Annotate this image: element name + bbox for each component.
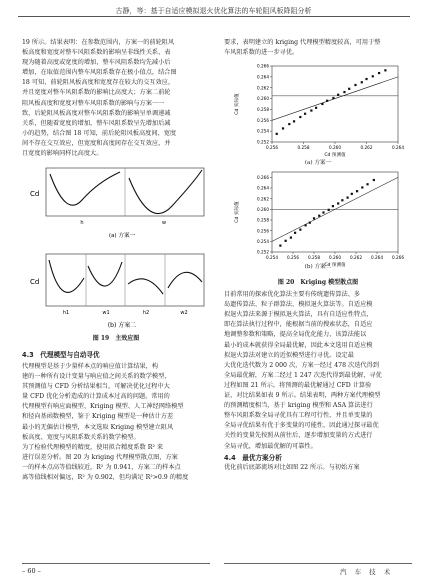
data-point (332, 97, 334, 99)
data-point (288, 123, 290, 125)
x-tick-label: 0.264 (392, 145, 404, 150)
y-tick-label: 0.262 (257, 85, 269, 91)
x-axis-label: Cd 预测值 (324, 153, 346, 158)
text-line: 建的一种所有设计变量与响应值之间关系的数学模型， (22, 373, 171, 381)
text-line: 代理模型是基于少量样本点的响应值计算结果，构 (22, 363, 159, 370)
text-line: 离等值线相对偏远，R² 为 0.902，但均满足 R²>0.9 的精度 (22, 474, 189, 482)
fig19b-ylabel: Cd (30, 278, 40, 286)
section-4-4-heading: 4.4 最优方案分析 (224, 453, 282, 462)
data-point (318, 215, 320, 217)
right-column-paragraph-3 (224, 463, 412, 473)
x-tick-label: 0.254 (266, 255, 278, 260)
text-line: 板高度和宽度对整车风阻系数的影响呈非线性关系，表 (22, 49, 171, 57)
data-point (356, 190, 358, 192)
data-point (310, 109, 312, 111)
data-point (347, 197, 349, 199)
data-point (299, 116, 301, 118)
left-column-paragraph (22, 38, 210, 159)
y-tick-label: 0.258 (257, 107, 269, 113)
running-header: 古静，等：基于自适应模拟退火优化算法的车轮阻风板降阻分析 (115, 7, 312, 15)
y-tick-label: 0.254 (257, 238, 269, 244)
data-point (276, 133, 278, 135)
text-line: 地调整参数和策略，提高全局优化能力，该算法能以 (224, 331, 367, 339)
text-line: 优化前后底部流场对比如图 22 所示。与初始方案 (224, 463, 360, 471)
text-line: 全局最优解，方案二经过 1 247 次迭代得到最优解，寻优 (224, 371, 382, 379)
fig19a-ylabel: Cd (30, 190, 40, 198)
footer-rule-right (224, 563, 412, 564)
data-point (378, 72, 380, 74)
data-point (322, 211, 324, 213)
text-line: 证，对比结果如表 9 所示。结果表明，两种方案代理模型 (224, 392, 381, 400)
text-line: 的预测精度相当，基于 kriging 模型和 ASA 算法进行 (224, 402, 373, 410)
fig20-caption: 图 20 Kriging 模型散点图 (277, 279, 359, 286)
data-point (337, 94, 339, 96)
text-line: 大优化迭代数为 2 000 次，方案一经过 478 次迭代得到 (224, 361, 379, 369)
data-point (361, 81, 363, 83)
left-column (22, 38, 210, 159)
text-line: 关系，但随着宽度的增加，整车风阻系数呈先增加后减 (22, 119, 171, 127)
text-line: 车风阻系数的进一步寻优。 (224, 49, 299, 57)
fig20b-sublabel: (b) 方案二 (304, 264, 332, 270)
fig20a-sublabel: (a) 方案一 (304, 160, 332, 166)
data-point (309, 222, 311, 224)
text-line: 目前常用的探索优化算法主要有传统遗传算法、多 (224, 291, 361, 299)
section-4-3-heading: 4.3 代理模型与自动寻优 (22, 351, 100, 359)
fig19a-label-h: h (80, 220, 84, 226)
plot-frame (272, 66, 398, 142)
right-column-paragraph (224, 38, 412, 58)
text-line: 19 所示。结果表明：在参数范围内，方案一的前轮阻风 (22, 39, 175, 46)
y-tick-label: 0.264 (257, 185, 269, 191)
data-point (373, 179, 375, 181)
fig19b-curve-h2 (128, 279, 163, 294)
x-tick-label: 0.260 (329, 145, 341, 150)
data-point (361, 186, 363, 188)
data-point (326, 100, 328, 102)
data-point (343, 91, 345, 93)
y-tick-label: 0.256 (257, 228, 269, 234)
fig19a-sublabel: (a) 方案一 (108, 233, 136, 239)
data-point (305, 224, 307, 226)
x-tick-label: 0.256 (287, 255, 299, 260)
data-point (365, 78, 367, 80)
left-column-bottom (22, 362, 210, 483)
right-column-paragraph-2 (224, 290, 412, 452)
data-point (366, 183, 368, 185)
text-line: 要求，表明建立的 kriging 代理模型精度较高，可用于整 (224, 39, 381, 46)
right-column-top (224, 38, 412, 58)
data-point (354, 84, 356, 86)
data-point (315, 107, 317, 109)
text-line: 最小的成本就获得全局最优解，因此本文选用自适应模 (224, 341, 373, 349)
fig19a-curve-w (129, 170, 202, 214)
fig19b-label-h2: h2 (142, 310, 150, 316)
text-line: 致，后轮阻风板高度对整车风阻系数的影响呈单调递减 (22, 109, 171, 117)
fig19b-curve-h1 (49, 260, 84, 292)
data-point (372, 75, 374, 77)
fig20-scatter-b (232, 168, 404, 268)
text-line: 其预测值与 CFD 分析结果相当，可解决优化过程中大 (22, 383, 170, 391)
fig19-main-effect-plot-b (22, 248, 208, 330)
text-line: 岛遗传算法、粒子群算法、模拟退火算法等。自适应模 (224, 301, 373, 309)
header-rule (18, 16, 410, 17)
page-number: – 60 – (22, 567, 41, 575)
text-line: 过程如图 21 所示。将预测的最优解通过 CFD 计算验 (224, 381, 372, 389)
text-line: 关性的变量先按照从前往后，逐步增加变量的方式进行 (224, 432, 373, 440)
text-line: 现为随着高度或宽度的增加，整车风阻系数均先减小后 (22, 59, 171, 67)
text-line: 最小的无偏估计模型，本文选取 Kriging 模型建立阻风 (22, 423, 174, 431)
data-point (384, 69, 386, 71)
x-tick-label: 0.260 (329, 255, 341, 260)
y-tick-label: 0.266 (257, 63, 269, 69)
text-line: 一的样本点高等值线较近，R² 为 0.941，方案二的样本点 (22, 463, 181, 471)
fig19b-curve-w1 (88, 262, 122, 286)
y-tick-label: 0.262 (257, 196, 269, 202)
y-tick-label: 0.258 (257, 217, 269, 223)
y-tick-label: 0.260 (257, 206, 269, 212)
plot-frame (272, 172, 398, 252)
text-line: 整车风阻系数全局寻优具有工程可行性，并且单变量的 (224, 412, 373, 420)
y-axis-label: Cd 实际值 (235, 201, 240, 223)
fig19b-sublabel: (b) 方案二 (107, 322, 137, 329)
x-tick-label: 0.264 (371, 255, 383, 260)
fig19b-label-w1: w1 (102, 310, 110, 316)
fig19a-label-w: w (161, 220, 167, 226)
data-point (285, 240, 287, 242)
text-line: 拟退火算法对建立的近似模型进行寻优。设定最 (224, 351, 354, 359)
data-point (290, 237, 292, 239)
data-point (348, 88, 350, 90)
y-tick-label: 0.266 (257, 174, 269, 180)
x-tick-label: 0.256 (266, 145, 278, 150)
data-point (304, 113, 306, 115)
y-tick-label: 0.254 (257, 128, 269, 134)
text-line: 即在算法执行过程中，能根据当前的搜索状态，自适应 (224, 321, 373, 329)
text-line: 拟退火算法来源于模拟退火算法，具有自适应性特点， (224, 311, 373, 319)
text-line: 全局寻优，增加最优解的可靠性。 (224, 442, 317, 450)
fig19-main-effect-plot-a (22, 160, 208, 240)
fig19b-curve-w2 (168, 272, 202, 288)
data-point (313, 217, 315, 219)
x-tick-label: 0.258 (308, 255, 320, 260)
data-point (282, 127, 284, 129)
x-tick-label: 0.262 (350, 255, 362, 260)
y-tick-label: 0.264 (257, 74, 269, 80)
y-tick-label: 0.256 (257, 117, 269, 123)
data-point (351, 193, 353, 195)
fig19-caption: 图 19 主效应图 (92, 335, 140, 342)
text-line: 进行误差分析。图 20 为 kriging 代理模型散点图，方案 (22, 453, 178, 461)
text-line: 间不存在交互效应，但宽度和高度间存在交互效应，并 (22, 139, 171, 147)
data-point (321, 103, 323, 105)
fig19a-curve-h (50, 172, 120, 205)
data-point (279, 245, 281, 247)
data-point (337, 202, 339, 204)
text-line: 板高度、宽度与风阻系数关系的数学模型。 (22, 433, 140, 441)
x-tick-label: 0.266 (392, 255, 404, 260)
data-point (341, 199, 343, 201)
x-tick-label: 0.262 (360, 145, 373, 150)
data-point (294, 232, 296, 234)
y-tick-label: 0.260 (257, 96, 269, 102)
right-column-bottom (224, 278, 412, 473)
text-line: 小的趋势，结合图 18 可知，前后轮阻风板高度间、宽度 (22, 129, 177, 137)
fig19b-label-h1: h1 (62, 310, 70, 316)
data-point (293, 120, 295, 122)
y-tick-label: 0.252 (257, 249, 269, 255)
text-line: 全局寻优结果有优于多变量的可能性，因此通过探寻最优 (224, 422, 379, 430)
text-line: 18 可知，前轮阻风板高度和宽度存在较大的交互效应， (22, 79, 175, 87)
fig20-scatter-a (232, 62, 404, 158)
fig19b-label-w2: w2 (180, 310, 188, 316)
text-line: 代理模型有响应面模型、Kriging 模型、人工神经网络模型 (22, 403, 184, 411)
y-axis-label: Cd 实际值 (235, 93, 240, 115)
left-column-paragraph-2 (22, 362, 210, 483)
text-line: 增加，在取值范围内整车风阻系数存在极小值点，结合图 (22, 69, 177, 77)
x-axis-label: Cd 预测值 (324, 263, 346, 268)
text-line: 和径向基函数模型，鉴于 Kriging 模型是一种估计方差 (22, 413, 174, 421)
text-line: 量 CFD 优化分析造成的计算成本过高的问题。常用的 (22, 393, 170, 401)
footer-rule-left (22, 563, 210, 564)
data-point (299, 229, 301, 231)
data-point (332, 205, 334, 207)
journal-name: 汽 车 技 术 (340, 568, 394, 576)
text-line: 为了检验代理模型的精度，使用拟合精度系数 R² 来 (22, 443, 164, 451)
text-line: 且宽度的影响同样比高度大。 (22, 150, 103, 158)
data-point (328, 209, 330, 211)
x-tick-label: 0.258 (297, 145, 310, 150)
fit-line (272, 77, 398, 120)
text-line: 阻风板高度和宽度对整车风阻系数的影响与方案一一 (22, 99, 165, 107)
y-tick-label: 0.252 (257, 139, 269, 145)
text-line: 并且宽度对整车风阻系数的影响比高度大；方案二前轮 (22, 89, 171, 97)
